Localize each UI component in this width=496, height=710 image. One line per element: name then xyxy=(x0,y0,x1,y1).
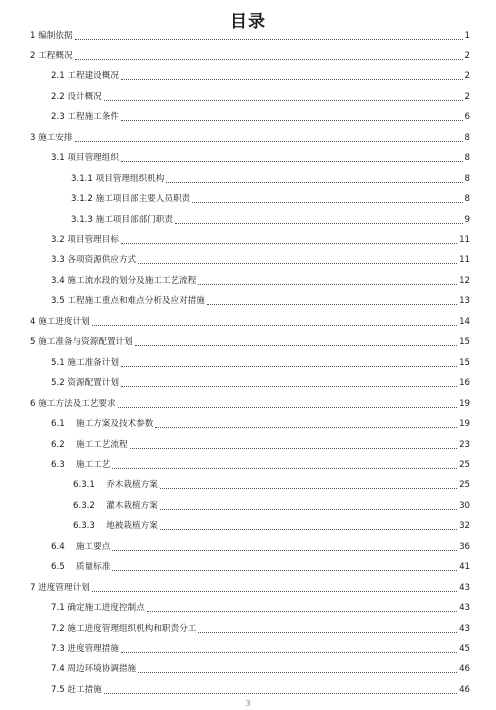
toc-entry-label: 7.1 确定施工进度控制点 xyxy=(51,603,145,614)
toc-dot-leader xyxy=(121,120,463,121)
toc-dot-leader xyxy=(207,304,457,305)
toc-entry-page: 14 xyxy=(459,316,470,327)
toc-dot-leader xyxy=(104,693,457,694)
toc-entry[interactable] xyxy=(51,661,470,675)
toc-dot-leader xyxy=(121,366,457,367)
toc-entry-page: 15 xyxy=(459,337,470,348)
toc-entry[interactable] xyxy=(30,314,470,328)
toc-entry-page: 15 xyxy=(459,357,470,368)
toc-entry-label: 3.1.3 施工项目部部门职责 xyxy=(71,214,173,225)
toc-dot-leader xyxy=(121,79,463,80)
toc-entry[interactable] xyxy=(51,539,470,553)
toc-entry[interactable] xyxy=(51,559,470,573)
toc-entry-label: 6.2 施工工艺流程 xyxy=(51,439,128,450)
toc-entry-page: 46 xyxy=(459,664,470,675)
toc-entry-label: 4 施工进度计划 xyxy=(30,316,90,327)
toc-entry-page: 11 xyxy=(459,235,470,245)
toc-entry-label: 6 施工方法及工艺要求 xyxy=(30,398,116,409)
toc-dot-leader xyxy=(121,243,457,244)
toc-entry[interactable] xyxy=(71,191,470,205)
toc-entry[interactable] xyxy=(51,641,470,655)
toc-entry-label: 6.3.3 地被栽植方案 xyxy=(73,521,158,532)
toc-dot-leader xyxy=(166,182,462,183)
toc-dot-leader xyxy=(160,529,457,530)
toc-entry-page: 43 xyxy=(459,623,470,634)
toc-entry-page: 9 xyxy=(464,214,470,225)
toc-entry-label: 7.2 施工进度管理组织机构和职责分工 xyxy=(51,623,197,634)
toc-dot-leader xyxy=(135,345,457,346)
toc-entry-label: 5.1 施工准备计划 xyxy=(51,357,119,368)
toc-entry-label: 2.1 工程建设概况 xyxy=(51,71,119,82)
toc-entry-label: 3.1.1 项目管理组织机构 xyxy=(71,173,165,184)
toc-dot-leader xyxy=(121,161,463,162)
toc-dot-leader xyxy=(130,448,458,449)
toc-entry-label: 6.3 施工工艺 xyxy=(51,459,111,470)
toc-entry[interactable] xyxy=(30,580,470,594)
toc-entry[interactable] xyxy=(51,68,470,82)
toc-dot-leader xyxy=(160,509,457,510)
toc-dot-leader xyxy=(147,611,457,612)
toc-entry-label: 5 施工准备与资源配置计划 xyxy=(30,337,133,348)
toc-dot-leader xyxy=(121,386,457,387)
toc-entry[interactable] xyxy=(73,518,470,532)
toc-entry[interactable] xyxy=(51,437,470,451)
toc-entry[interactable] xyxy=(30,28,470,42)
toc-entry[interactable] xyxy=(30,396,470,410)
toc-dot-leader xyxy=(112,468,457,469)
toc-entry-page: 43 xyxy=(459,582,470,593)
toc-entry-label: 3.2 项目管理目标 xyxy=(51,235,119,245)
toc-entry-page: 1 xyxy=(464,30,470,41)
toc-entry-page: 8 xyxy=(464,194,470,205)
toc-entry-page: 2 xyxy=(464,50,470,61)
toc-entry-page: 45 xyxy=(459,644,470,654)
toc-entry-label: 6.3.2 灌木栽植方案 xyxy=(73,500,158,511)
toc-entry-page: 25 xyxy=(459,480,470,491)
toc-dot-leader xyxy=(118,407,458,408)
toc-entry-page: 43 xyxy=(459,603,470,614)
toc-entry-label: 3.1 项目管理组织 xyxy=(51,153,119,164)
toc-dot-leader xyxy=(121,652,457,653)
toc-entry-label: 6.1 施工方案及技术参数 xyxy=(51,419,154,430)
toc-dot-leader xyxy=(160,488,457,489)
toc-entry[interactable] xyxy=(51,621,470,635)
toc-entry[interactable] xyxy=(30,334,470,348)
toc-entry[interactable] xyxy=(51,273,470,287)
toc-entry-page: 13 xyxy=(459,296,470,307)
toc-entry-label: 7.4 周边环境协调措施 xyxy=(51,664,137,675)
toc-entry-label: 3.4 施工流水段的划分及施工工艺流程 xyxy=(51,275,197,286)
toc-dot-leader xyxy=(155,427,457,428)
toc-entry-label: 7.3 进度管理措施 xyxy=(51,644,119,654)
toc-dot-leader xyxy=(75,39,463,40)
toc-entry-label: 6.3.1 乔木栽植方案 xyxy=(73,480,158,491)
toc-entry[interactable] xyxy=(51,416,470,430)
toc-entry-label: 2.2 设计概况 xyxy=(51,91,102,102)
toc-entry-page: 8 xyxy=(464,173,470,184)
toc-entry-page: 8 xyxy=(464,153,470,164)
toc-entry-page: 23 xyxy=(459,439,470,450)
toc-entry-label: 3.1.2 施工项目部主要人员职责 xyxy=(71,194,191,205)
page-number: 3 xyxy=(245,699,251,708)
toc-entry-page: 41 xyxy=(459,562,470,573)
toc-entry-page: 2 xyxy=(464,71,470,82)
toc-entry[interactable] xyxy=(73,498,470,512)
toc-entry-label: 5.2 资源配置计划 xyxy=(51,378,119,389)
toc-entry-label: 3.5 工程施工重点和难点分析及应对措施 xyxy=(51,296,205,307)
toc-entry[interactable] xyxy=(51,252,470,266)
toc-entry-page: 8 xyxy=(464,132,470,143)
toc-entry[interactable] xyxy=(51,682,470,696)
toc-entry-label: 7 进度管理计划 xyxy=(30,582,90,593)
toc-entry-page: 36 xyxy=(459,541,470,552)
toc-entry-page: 25 xyxy=(459,459,470,470)
toc-dot-leader xyxy=(92,325,457,326)
toc-entry-label: 6.4 施工要点 xyxy=(51,541,111,552)
toc-entry[interactable] xyxy=(73,477,470,491)
toc-dot-leader xyxy=(92,591,457,592)
toc-entry[interactable] xyxy=(51,150,470,164)
toc-entry-page: 12 xyxy=(459,275,470,286)
toc-entry[interactable] xyxy=(51,232,470,246)
toc-dot-leader xyxy=(175,223,463,224)
toc-dot-leader xyxy=(192,202,462,203)
toc-entry[interactable] xyxy=(51,375,470,389)
toc-entry-page: 32 xyxy=(459,521,470,532)
toc-dot-leader xyxy=(198,632,457,633)
toc-dot-leader xyxy=(138,672,457,673)
toc-entry-page: 16 xyxy=(459,378,470,389)
toc-dot-leader xyxy=(104,100,463,101)
toc-entry[interactable] xyxy=(51,355,470,369)
toc-entry-page: 6 xyxy=(464,112,470,123)
toc-entry-label: 2.3 工程施工条件 xyxy=(51,112,119,123)
toc-entry-label: 1 编制依据 xyxy=(30,30,73,41)
toc-entry[interactable] xyxy=(51,109,470,123)
toc-entry[interactable] xyxy=(71,171,470,185)
toc-entry[interactable] xyxy=(30,130,470,144)
toc-entry[interactable] xyxy=(71,212,470,226)
toc-dot-leader xyxy=(138,263,457,264)
toc-entry-page: 30 xyxy=(459,500,470,511)
toc-entry-label: 3.3 各项资源供应方式 xyxy=(51,255,137,266)
toc-dot-leader xyxy=(198,284,457,285)
page-title: 目录 xyxy=(230,12,266,32)
toc-entry-label: 3 施工安排 xyxy=(30,132,73,143)
toc-entry[interactable] xyxy=(51,293,470,307)
toc-entry-label: 7.5 赶工措施 xyxy=(51,684,102,695)
toc-entry-label: 2 工程概况 xyxy=(30,50,73,61)
toc-entry-page: 19 xyxy=(459,419,470,430)
toc-dot-leader xyxy=(112,550,457,551)
toc-entry-page: 46 xyxy=(459,684,470,695)
toc-dot-leader xyxy=(75,59,463,60)
toc-entry-page: 11 xyxy=(459,255,470,266)
toc-entry[interactable] xyxy=(51,600,470,614)
toc-dot-leader xyxy=(75,141,463,142)
toc-entry[interactable] xyxy=(51,457,470,471)
toc-entry[interactable] xyxy=(30,48,470,62)
toc-entry-page: 2 xyxy=(464,91,470,102)
toc-entry-page: 19 xyxy=(459,398,470,409)
toc-entry-label: 6.5 质量标准 xyxy=(51,562,111,573)
toc-entry[interactable] xyxy=(51,89,470,103)
toc-dot-leader xyxy=(112,570,457,571)
